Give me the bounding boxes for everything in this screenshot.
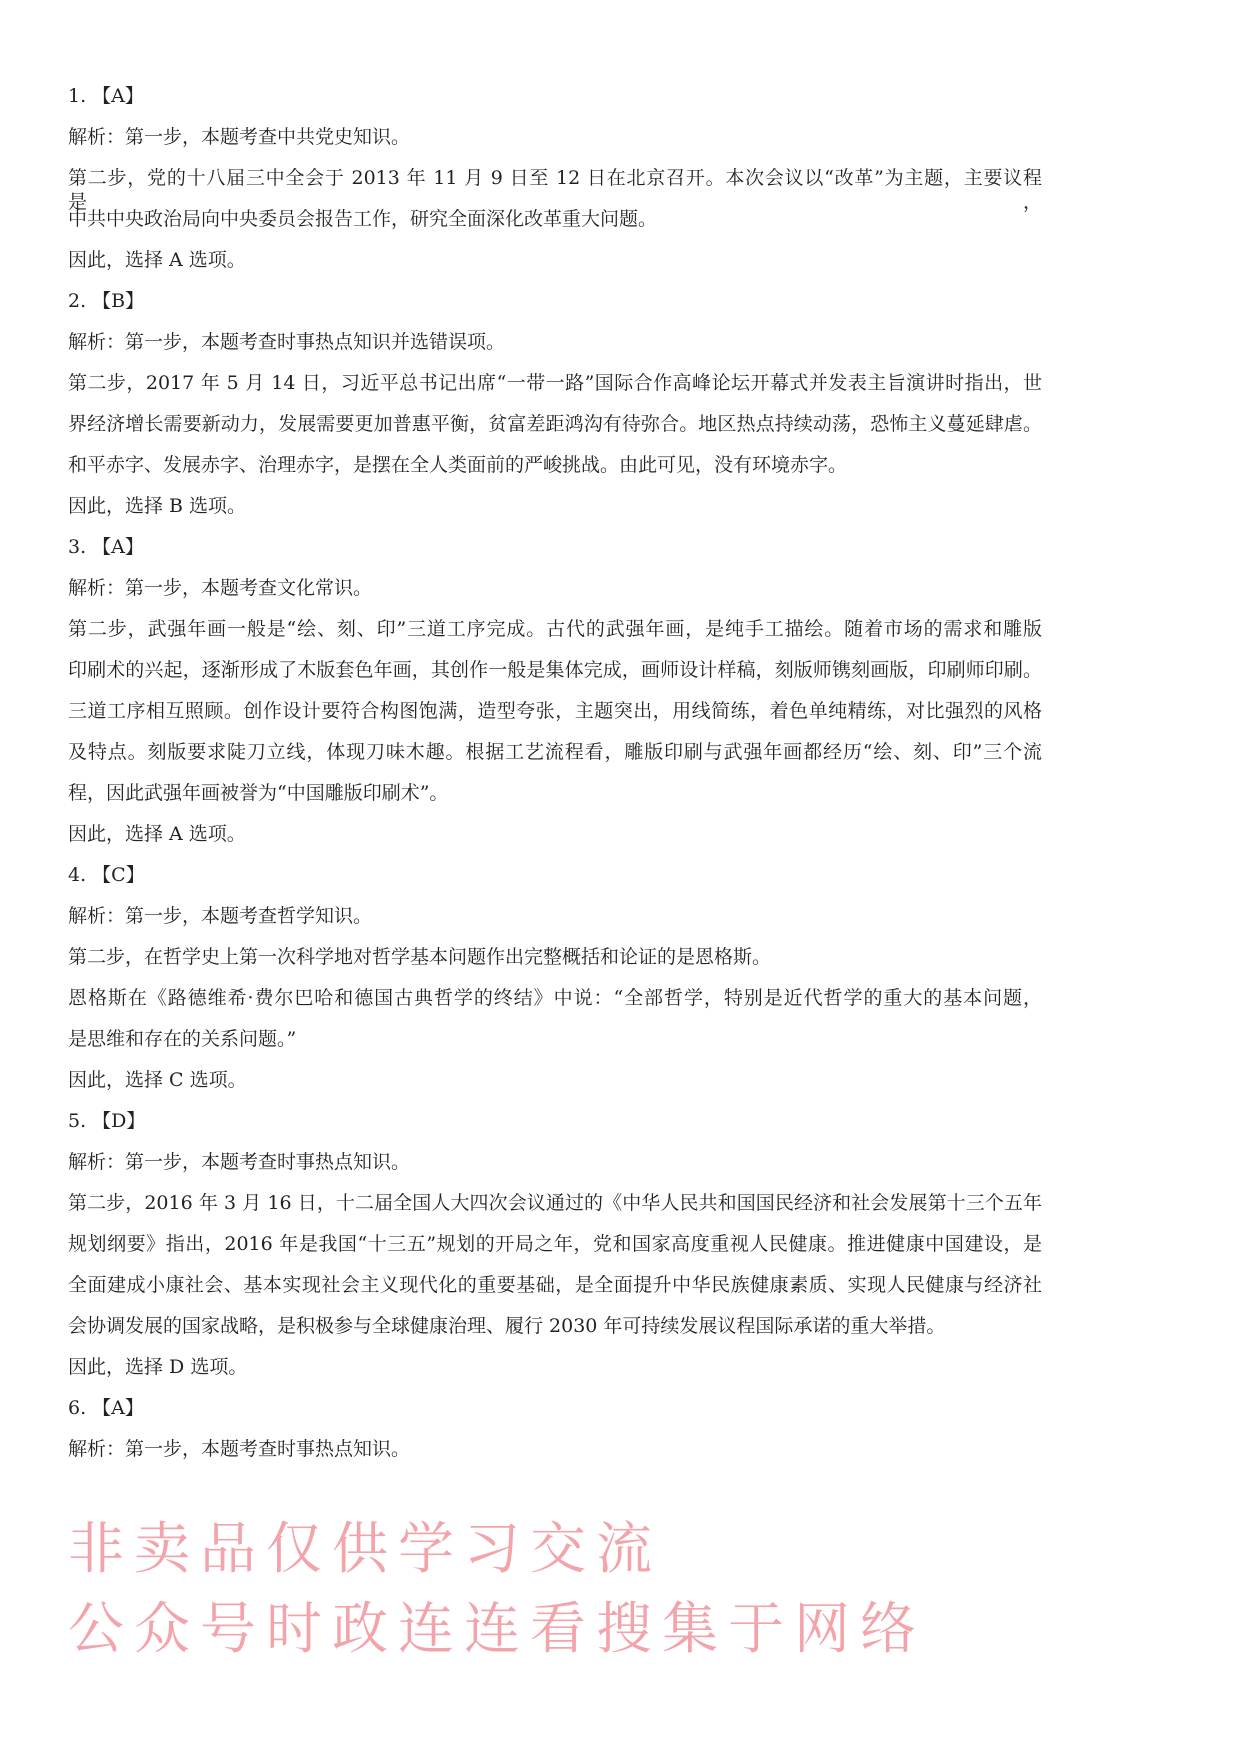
text-line: 三道工序相互照顾。创作设计要符合构图饱满，造型夸张，主题突出，用线简练，着色单纯精练，对比强烈的风格	[68, 700, 1042, 722]
text-line: 因此，选择 C 选项。	[68, 1069, 247, 1091]
text-line: 因此，选择 D 选项。	[68, 1356, 248, 1378]
text-line: 解析：第一步，本题考查文化常识。	[68, 577, 373, 599]
text-line: 第二步，2017 年 5 月 14 日，习近平总书记出席“一带一路”国际合作高峰论坛开幕式并发表主旨演讲时指出，世	[68, 372, 1042, 394]
text-line: 及特点。刻版要求陡刀立线，体现刀味木趣。根据工艺流程看，雕版印刷与武强年画都经历“绘、刻、印”三个流	[68, 741, 1042, 763]
text-line: 中共中央政治局向中央委员会报告工作，研究全面深化改革重大问题。	[68, 208, 658, 230]
text-line: 第二步，武强年画一般是“绘、刻、印”三道工序完成。古代的武强年画，是纯手工描绘。随着市场的需求和雕版	[68, 618, 1042, 640]
answer-heading: 2. 【B】	[68, 290, 145, 312]
text-line: 解析：第一步，本题考查时事热点知识。	[68, 1438, 411, 1460]
answer-heading: 1. 【A】	[68, 85, 144, 107]
text-line: 会协调发展的国家战略，是积极参与全球健康治理、履行 2030 年可持续发展议程国际承诺的重大举措。	[68, 1315, 946, 1337]
answer-heading: 4. 【C】	[68, 864, 145, 886]
text-line: 全面建成小康社会、基本实现社会主义现代化的重要基础，是全面提升中华民族健康素质、实现人民健康与经济社	[68, 1274, 1042, 1296]
text-line: 第二步，2016 年 3 月 16 日，十二届全国人大四次会议通过的《中华人民共和国国民经济和社会发展第十三个五年	[68, 1192, 1042, 1214]
answer-heading: 5. 【D】	[68, 1110, 146, 1132]
text-line: 和平赤字、发展赤字、治理赤字，是摆在全人类面前的严峻挑战。由此可见，没有环境赤字。	[68, 454, 848, 476]
answer-heading: 6. 【A】	[68, 1397, 144, 1419]
text-line: 印刷术的兴起，逐渐形成了木版套色年画，其创作一般是集体完成，画师设计样稿，刻版师镌刻画版，印刷师印刷。	[68, 659, 1042, 681]
text-line: 解析：第一步，本题考查时事热点知识。	[68, 1151, 411, 1173]
text-line: 第二步，党的十八届三中全会于 2013 年 11 月 9 日至 12 日在北京召开。本次会议以“改革”为主题，主要议程是，	[68, 167, 1042, 213]
text-line: 因此，选择 A 选项。	[68, 823, 246, 845]
text-line: 解析：第一步，本题考查中共党史知识。	[68, 126, 411, 148]
text-line: 解析：第一步，本题考查时事热点知识并选错误项。	[68, 331, 506, 353]
text-line: 第二步，在哲学史上第一次科学地对哲学基本问题作出完整概括和论证的是恩格斯。	[68, 946, 772, 968]
text-line: 恩格斯在《路德维希·费尔巴哈和德国古典哲学的终结》中说：“全部哲学，特别是近代哲学的重大的基本问题，	[68, 987, 1042, 1009]
text-line: 解析：第一步，本题考查哲学知识。	[68, 905, 373, 927]
text-line: 界经济增长需要新动力，发展需要更加普惠平衡，贫富差距鸿沟有待弥合。地区热点持续动荡，恐怖主义蔓延肆虐。	[68, 413, 1042, 435]
watermark: 非卖品仅供学习交流 公众号时政连连看搜集于网络	[68, 1517, 926, 1662]
text-line: 是思维和存在的关系问题。”	[68, 1028, 297, 1050]
text-line: 程，因此武强年画被誉为“中国雕版印刷术”。	[68, 782, 449, 804]
text-line: 因此，选择 B 选项。	[68, 495, 247, 517]
text-line: 因此，选择 A 选项。	[68, 249, 246, 271]
text-line: 规划纲要》指出，2016 年是我国“十三五”规划的开局之年，党和国家高度重视人民健康。推进健康中国建设，是	[68, 1233, 1042, 1255]
answer-heading: 3. 【A】	[68, 536, 144, 558]
